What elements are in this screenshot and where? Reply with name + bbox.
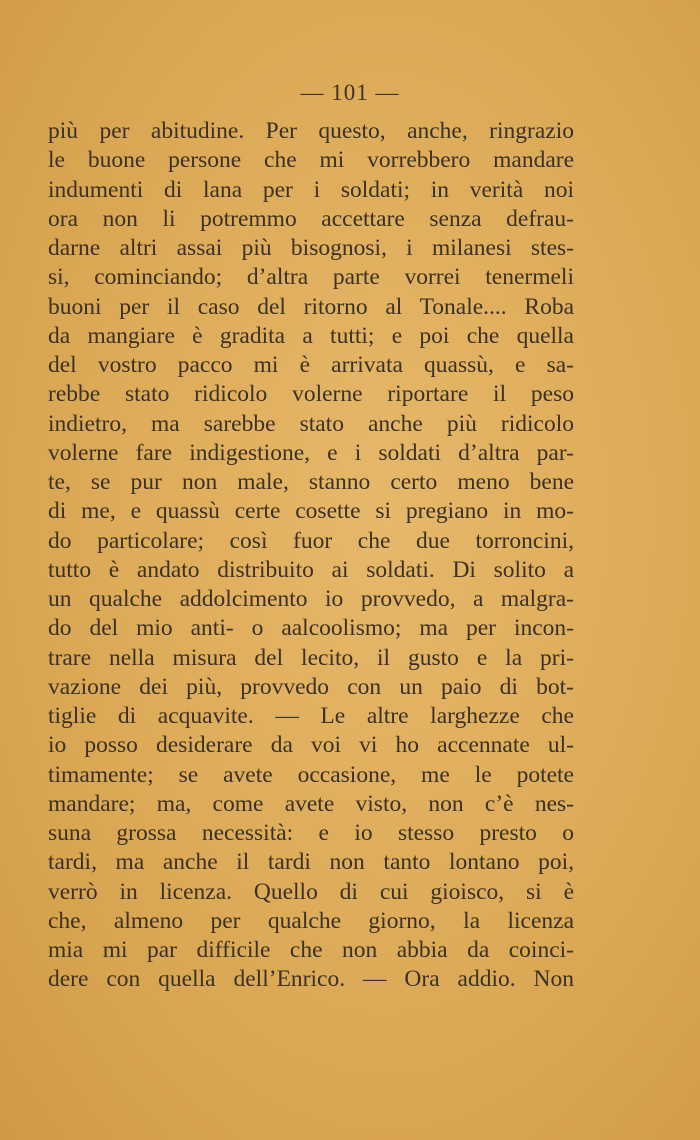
- text-line: ora non li potremmo accettare senza defrau-: [48, 205, 574, 232]
- text-line: verrò in licenza. Quello di cui gioisco, si è: [48, 878, 574, 905]
- text-line: rebbe stato ridicolo volerne riportare il peso: [48, 381, 574, 408]
- text-line: vazione dei più, provvedo con un paio di bot-: [48, 673, 574, 700]
- text-line: tardi, ma anche il tardi non tanto lontano poi,: [48, 849, 574, 876]
- text-line: mandare; ma, come avete visto, non c’è nes-: [48, 790, 574, 817]
- text-line: più per abitudine. Per questo, anche, ringrazio: [48, 118, 574, 144]
- text-line: da mangiare è gradita a tutti; e poi che quella: [48, 322, 574, 349]
- text-line: suna grossa necessità: e io stesso presto o: [48, 820, 574, 846]
- text-line: di me, e quassù certe cosette si pregiano in mo-: [48, 498, 574, 525]
- text-line: si, cominciando; d’altra parte vorrei tenermeli: [48, 264, 574, 291]
- text-line: mia mi par difficile che non abbia da coinci-: [48, 937, 574, 963]
- text-line: che, almeno per qualche giorno, la licenza: [48, 907, 574, 934]
- text-line: do particolare; così fuor che due torroncini,: [48, 527, 574, 554]
- text-line: indietro, ma sarebbe stato anche più ridicolo: [48, 410, 574, 437]
- text-line: buoni per il caso del ritorno al Tonale.... Roba: [48, 293, 574, 320]
- text-line: un qualche addolcimento io provvedo, a malgra-: [48, 586, 574, 612]
- text-line: tutto è andato distribuito ai soldati. Di solito a: [48, 556, 574, 583]
- text-line: io posso desiderare da voi vi ho accennate ul-: [48, 732, 574, 759]
- text-line: do del mio anti- o aalcoolismo; ma per incon-: [48, 615, 574, 642]
- body-text: [48, 117, 574, 995]
- text-line: indumenti di lana per i soldati; in verità noi: [48, 176, 574, 203]
- text-line: dere con quella dell’Enrico. — Ora addio. Non: [48, 966, 574, 993]
- text-line: trare nella misura del lecito, il gusto e la pri-: [48, 644, 574, 671]
- page-number: — 101 —: [300, 80, 400, 105]
- text-line: timamente; se avete occasione, me le potete: [48, 761, 574, 788]
- text-line: del vostro pacco mi è arrivata quassù, e sa-: [48, 352, 574, 378]
- text-line: te, se pur non male, stanno certo meno bene: [48, 469, 574, 495]
- text-line: tiglie di acquavite. — Le altre larghezze che: [48, 703, 574, 729]
- text-line: darne altri assai più bisognosi, i milanesi stes-: [48, 235, 574, 261]
- text-line: le buone persone che mi vorrebbero mandare: [48, 147, 574, 174]
- text-line: volerne fare indigestione, e i soldati d’altra par-: [48, 439, 574, 466]
